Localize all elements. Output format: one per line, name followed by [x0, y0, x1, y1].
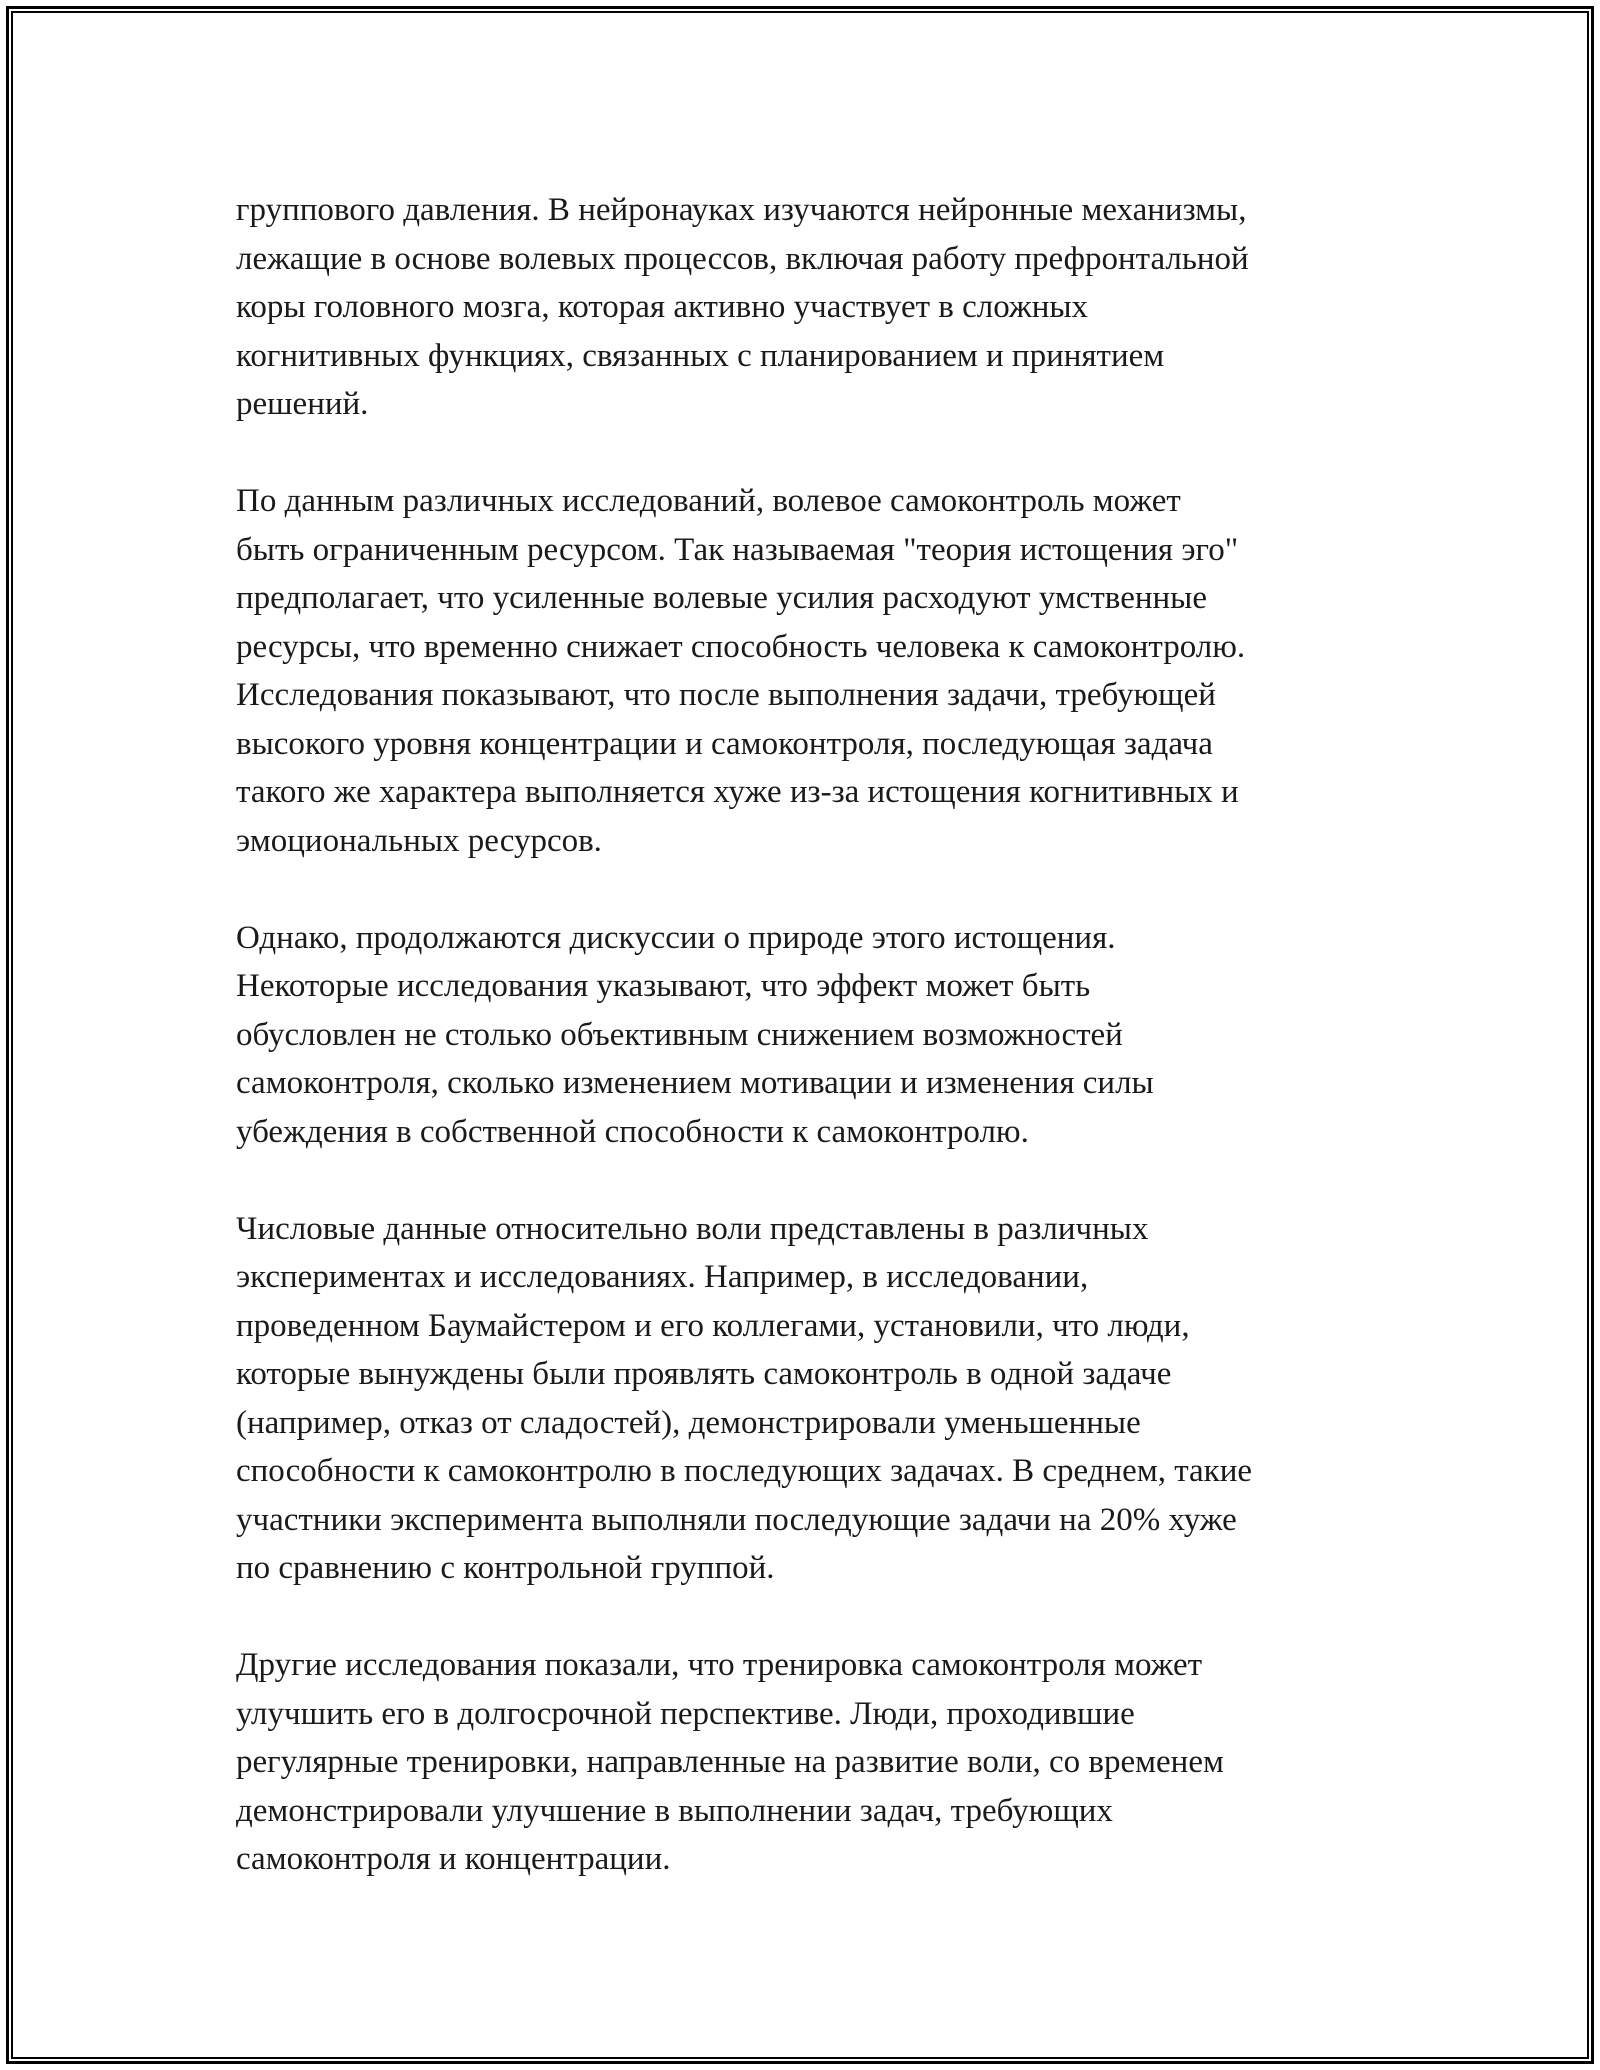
document-body [236, 186, 1376, 1932]
text-line: регулярные тренировки, направленные на развитие воли, со временем [236, 1744, 1224, 1780]
text-line: (например, отказ от сладостей), демонстрировали уменьшенные [236, 1404, 1141, 1441]
text-line: обусловлен не столько объективным снижением возможностей [236, 1016, 1123, 1053]
paragraph-2 [236, 477, 1376, 865]
text-line: Однако, продолжаются дискуссии о природе этого истощения. [236, 919, 1116, 956]
paragraph-5 [236, 1641, 1376, 1884]
text-line: Исследования показывают, что после выполнения задачи, требующей [236, 677, 1216, 713]
text-line: демонстрировали улучшение в выполнении задач, требующих [236, 1792, 1113, 1829]
text-line: лежащие в основе волевых процессов, включая работу префронтальной [236, 240, 1249, 277]
text-line: решений. [236, 386, 369, 422]
text-line: проведенном Баумайстером и его коллегами, установили, что люди, [236, 1307, 1190, 1344]
text-line: Другие исследования показали, что тренировка самоконтроля может [236, 1647, 1203, 1683]
text-line: такого же характера выполняется хуже из-за истощения когнитивных и [236, 774, 1239, 810]
text-line: Некоторые исследования указывают, что эффект может быть [236, 968, 1091, 1004]
text-line: по сравнению с контрольной группой. [236, 1550, 775, 1586]
text-line: самоконтроля, сколько изменением мотивации и изменения силы [236, 1065, 1154, 1101]
paragraph-3 [236, 914, 1376, 1157]
paragraph-1 [236, 186, 1376, 429]
text-line: улучшить его в долгосрочной перспективе. Люди, проходившие [236, 1695, 1135, 1732]
text-line: быть ограниченным ресурсом. Так называемая "теория истощения эго" [236, 531, 1239, 568]
text-line: участники эксперимента выполняли последующие задачи на 20% хуже [236, 1501, 1237, 1538]
text-line: По данным различных исследований, волевое самоконтроль может [236, 483, 1181, 519]
text-line: Числовые данные относительно воли представлены в различных [236, 1210, 1149, 1247]
text-line: эмоциональных ресурсов. [236, 822, 602, 859]
text-line: экспериментах и исследованиях. Например, в исследовании, [236, 1259, 1089, 1295]
paragraph-4 [236, 1205, 1376, 1593]
text-line: убеждения в собственной способности к самоконтролю. [236, 1113, 1029, 1150]
text-line: предполагает, что усиленные волевые усилия расходуют умственные [236, 580, 1207, 616]
text-line: группового давления. В нейронауках изучаются нейронные механизмы, [236, 192, 1247, 228]
text-line: которые вынуждены были проявлять самоконтроль в одной задаче [236, 1356, 1172, 1392]
text-line: коры головного мозга, которая активно участвует в сложных [236, 289, 1089, 325]
text-line: высокого уровня концентрации и самоконтроля, последующая задача [236, 725, 1213, 762]
text-line: способности к самоконтролю в последующих задачах. В среднем, такие [236, 1453, 1253, 1489]
text-line: самоконтроля и концентрации. [236, 1841, 671, 1877]
text-line: когнитивных функциях, связанных с планированием и принятием [236, 337, 1165, 374]
text-line: ресурсы, что временно снижает способность человека к самоконтролю. [236, 628, 1246, 665]
